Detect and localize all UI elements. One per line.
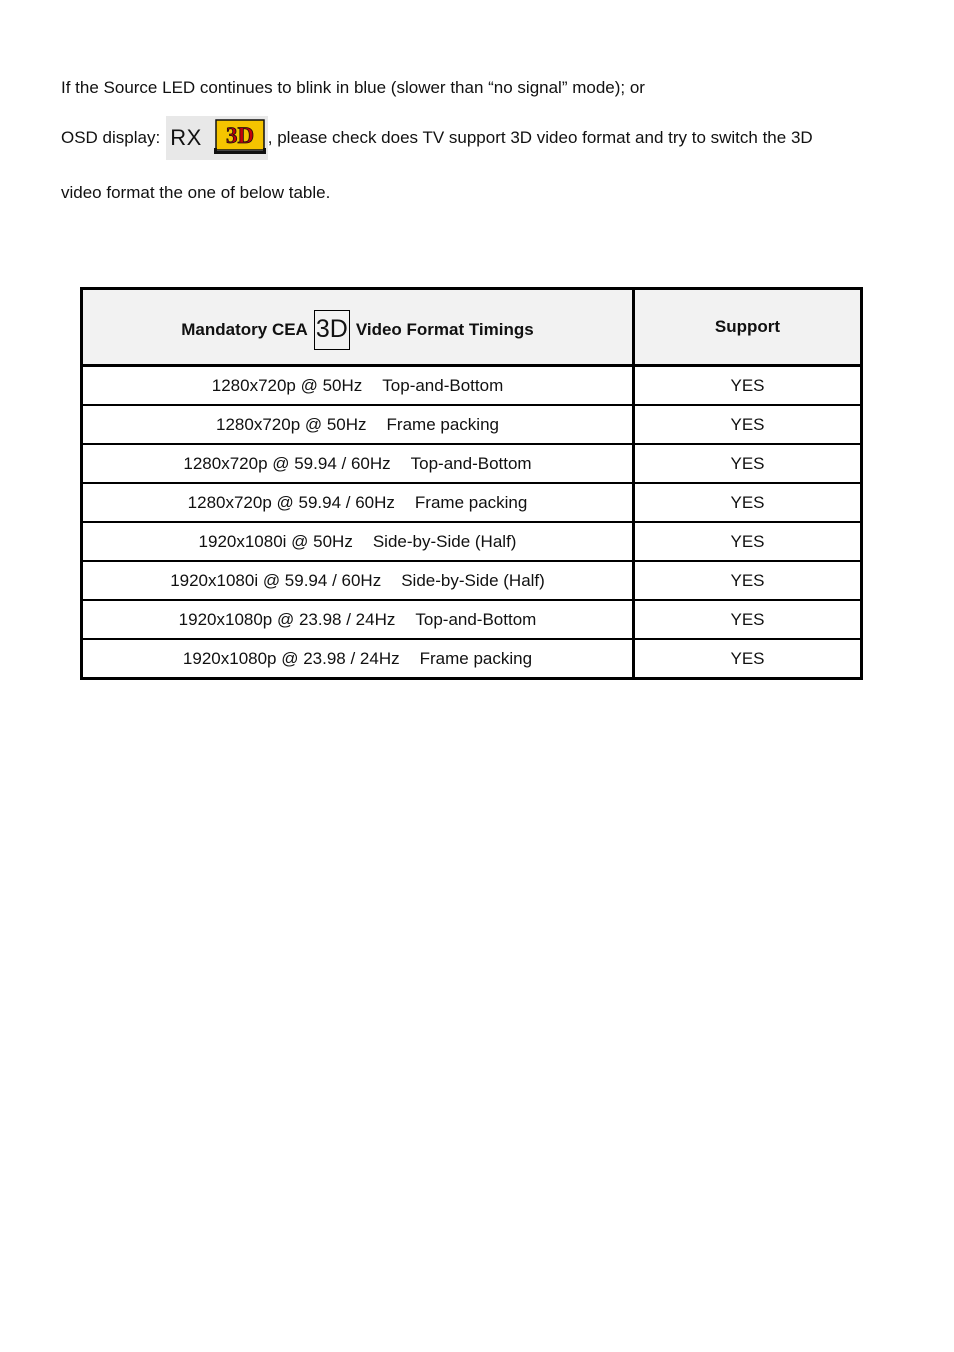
timing-format: Side-by-Side (Half) — [401, 570, 545, 590]
svg-text:3D: 3D — [225, 123, 254, 148]
timing-resolution: 1280x720p @ 50Hz — [211, 375, 363, 395]
timing-resolution: 1280x720p @ 59.94 / 60Hz — [183, 453, 391, 473]
intro-line-1: If the Source LED continues to blink in blue (slower than “no signal” mode); or — [61, 78, 645, 97]
support-cell: YES — [634, 522, 862, 561]
header-suffix: Video Format Timings — [355, 320, 534, 339]
header-3d-box: 3D — [314, 310, 350, 350]
timing-cell — [82, 561, 634, 600]
support-cell: YES — [634, 444, 862, 483]
timings-table — [80, 287, 863, 680]
intro-line-3: video format the one of below table. — [61, 183, 331, 202]
timing-format: Frame packing — [419, 648, 533, 668]
timing-format: Side-by-Side (Half) — [372, 531, 517, 551]
support-cell: YES — [634, 366, 862, 406]
timing-format: Top-and-Bottom — [410, 453, 532, 473]
intro-line-2-tail: , please check does TV support 3D video format and try to switch the 3D — [267, 128, 813, 147]
table-row — [82, 561, 862, 600]
timing-cell — [82, 639, 634, 679]
timing-cell — [82, 483, 634, 522]
timing-resolution: 1920x1080p @ 23.98 / 24Hz — [182, 648, 400, 668]
osd-display-sample — [166, 116, 268, 160]
timing-format: Frame packing — [414, 492, 528, 512]
timing-resolution: 1920x1080i @ 59.94 / 60Hz — [170, 570, 382, 590]
timing-resolution: 1920x1080p @ 23.98 / 24Hz — [178, 609, 396, 629]
table-header-row — [82, 289, 862, 366]
table-row — [82, 366, 862, 406]
table-row — [82, 444, 862, 483]
timing-format: Frame packing — [386, 414, 499, 434]
timing-cell — [82, 405, 634, 444]
timing-format: Top-and-Bottom — [415, 609, 537, 629]
table-row — [82, 600, 862, 639]
support-cell: YES — [634, 561, 862, 600]
header-support: Support — [634, 289, 862, 366]
timing-cell — [82, 522, 634, 561]
timing-resolution: 1280x720p @ 59.94 / 60Hz — [187, 492, 395, 512]
osd-rx-label: RX — [170, 125, 202, 150]
support-cell: YES — [634, 639, 862, 679]
timing-cell — [82, 366, 634, 406]
timings-table-container — [80, 287, 860, 680]
support-cell: YES — [634, 483, 862, 522]
timing-format: Top-and-Bottom — [382, 375, 504, 395]
table-row — [82, 639, 862, 679]
table-row — [82, 483, 862, 522]
timing-resolution: 1280x720p @ 50Hz — [216, 414, 367, 434]
timing-cell — [82, 600, 634, 639]
header-prefix: Mandatory CEA — [181, 320, 308, 339]
support-cell: YES — [634, 405, 862, 444]
3d-badge-icon — [214, 119, 266, 157]
osd-display-label: OSD display: — [61, 128, 161, 147]
timing-resolution: 1920x1080i @ 50Hz — [198, 531, 353, 551]
table-row — [82, 522, 862, 561]
timing-cell — [82, 444, 634, 483]
table-row — [82, 405, 862, 444]
support-cell: YES — [634, 600, 862, 639]
intro-line-2 — [61, 116, 813, 160]
header-video-format-timings — [82, 289, 634, 366]
